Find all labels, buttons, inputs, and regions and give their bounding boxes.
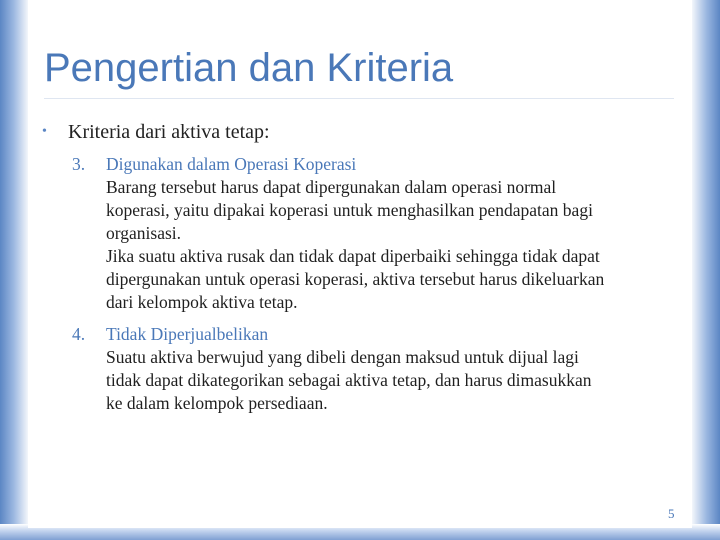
slide-frame-left [0,0,30,540]
item-body-line: ke dalam kelompok persediaan. [106,393,328,413]
item-number: 4. [72,324,86,344]
criteria-list [72,153,682,415]
item-body-line: koperasi, yaitu dipakai koperasi untuk menghasilkan pendapatan bagi [106,200,593,220]
item-body-line: Jika suatu aktiva rusak dan tidak dapat diperbaiki sehingga tidak dapat [106,246,600,266]
page-number: 5 [668,506,675,521]
item-heading: Tidak Diperjualbelikan [106,324,269,344]
item-body-line: Barang tersebut harus dapat dipergunakan dalam operasi normal [106,177,557,197]
item-body-line: dipergunakan untuk operasi koperasi, aktiva tersebut harus dikeluarkan [106,269,605,289]
item-number: 3. [72,154,86,174]
item-heading: Digunakan dalam Operasi Koperasi [106,154,357,174]
item-body-line: Suatu aktiva berwujud yang dibeli dengan maksud untuk dijual lagi [106,347,579,367]
item-body-line: organisasi. [106,223,182,243]
item-body-line: dari kelompok aktiva tetap. [106,292,298,312]
bullet-item [42,120,270,144]
item-body-line: tidak dapat dikategorikan sebagai aktiva tetap, dan harus dimasukkan [106,370,592,390]
item-body [106,176,682,314]
slide-frame-right [690,0,720,540]
slide [28,0,692,528]
criteria-item-3 [72,153,682,314]
bullet-icon: • [42,124,47,139]
slide-title: Pengertian dan Kriteria [44,46,454,90]
item-body [106,346,682,415]
title-divider [44,98,674,99]
criteria-item-4 [72,323,682,415]
bullet-text: Kriteria dari aktiva tetap: [68,121,270,143]
